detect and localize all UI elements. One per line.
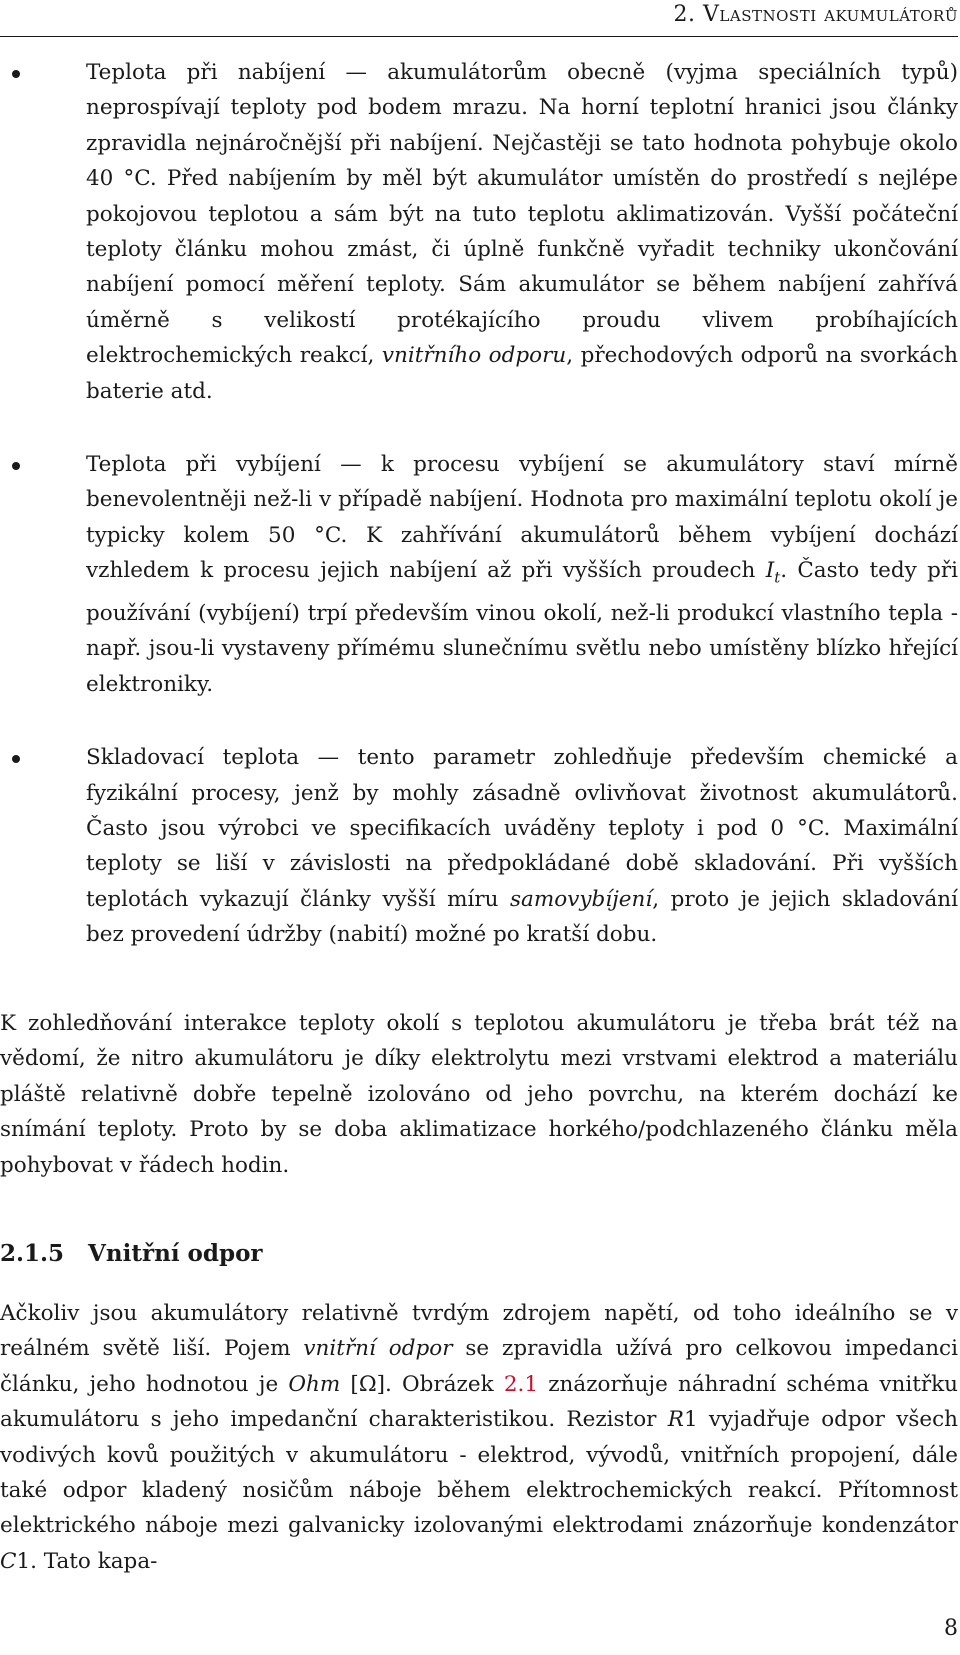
text-run: 1. Tato kapa- xyxy=(16,1548,158,1574)
bullet-text xyxy=(86,447,958,702)
section-heading xyxy=(0,1240,263,1267)
header-rule xyxy=(0,36,958,37)
text-run: Ačkoliv jsou akumulátory relativně tvrdým zdrojem napětí, od toho ideálního se v reálném světě liší. Pojem xyxy=(0,1301,958,1362)
italic-term: t xyxy=(774,568,781,587)
text-run: . Často tedy při používání (vybíjení) trpí především vinou okolí, než-li produkcí vlastního tepla - např. jsou-li vystaveny přímému slunečnímu světlu nebo umístěny blízko hřející elektroniky. xyxy=(86,558,958,697)
italic-term: vnitřní odpor xyxy=(303,1336,453,1362)
italic-term: I xyxy=(765,558,775,584)
running-header xyxy=(0,2,958,27)
italic-term: C xyxy=(0,1548,17,1574)
page-number: 8 xyxy=(944,1616,958,1641)
bullet-text xyxy=(86,55,958,409)
text-run: , proto je jejich skladování bez provedení údržby (nabití) možné po kratší dobu. xyxy=(86,886,958,948)
text-run: znázorňuje náhradní schéma vnitřku akumulátoru s jeho impedanční charakteristikou. Rezistor xyxy=(0,1371,958,1433)
paragraph-acclimatization: K zohledňování interakce teploty okolí s teplotou akumulátoru je třeba brát též na vědomí, že nitro akumulátoru je díky elektrolytu mezi vrstvami elektrod a materiálu pláště relativně dobře tepelně izolováno od jeho povrchu, na kterém dochází ke snímání teploty. Proto by se doba aklimatizace horkého/podchlazeného článku měla pohybovat v řádech hodin. xyxy=(0,1011,958,1178)
text-run: se zpravidla užívá pro celkovou impedanci článku, jeho hodnotou je xyxy=(0,1336,958,1397)
text-run: 1 vyjadřuje odpor všech vodivých kovů použitých v akumulátoru - elektrod, vývodů, vnitřních propojení, dále také odpor kladený nosičům náboje během elektrochemických reakcí. Přítomnost elektrického náboje mezi galvanicky izolovanými elektrodami znázorňuje kondenzátor xyxy=(0,1407,958,1539)
bullet-item-charging-temperature xyxy=(0,55,958,409)
bullet-icon xyxy=(12,755,20,763)
bullet-icon xyxy=(12,70,20,78)
bullet-list xyxy=(0,55,958,991)
bullet-item-discharging-temperature xyxy=(0,447,958,702)
text-run: Teplota při vybíjení — k procesu vybíjení se akumulátory staví mírně benevolentněji než-li v případě nabíjení. Hodnota pro maximální teplotu okolí je typicky kolem 50 °C. K zahřívání akumulátorů během vybíjení dochází vzhledem k procesu jejich nabíjení až při vyšších proudech xyxy=(86,452,958,584)
chapter-title: Vlastnosti akumulátorů xyxy=(703,2,958,27)
italic-term: samovybíjení xyxy=(510,886,653,912)
italic-term: R xyxy=(667,1407,684,1433)
text-run: , přechodových odporů na svorkách baterie atd. xyxy=(86,343,958,404)
figure-ref-link[interactable]: 2.1 xyxy=(503,1371,539,1397)
text-run: Skladovací teplota — tento parametr zohledňuje především chemické a fyzikální procesy, jenž by mohly zásadně ovlivňovat životnost akumulátorů. Často jsou výrobci ve specifikacích uváděny teploty i pod 0 °C. Maximální teploty se liší v závislosti na předpokládané době skladování. Při vyšších teplotách vykazují články vyšší míru xyxy=(86,745,958,912)
italic-term: vnitřního odporu xyxy=(381,343,567,369)
text-run: [Ω]. Obrázek xyxy=(340,1371,504,1397)
bullet-text xyxy=(86,740,958,952)
bullet-icon xyxy=(12,462,20,470)
bullet-item-storage-temperature xyxy=(0,740,958,952)
text-run: Teplota při nabíjení — akumulátorům obecně (vyjma speciálních typů) neprospívají teploty pod bodem mrazu. Na horní teplotní hranici jsou články zpravidla nejnáročnější při nabíjení. Nejčastěji se tato hodnota pohybuje okolo 40 °C. Před nabíjením by měl být akumulátor umístěn do prostředí s nejlépe pokojovou teplotou a sám být na tuto teplotu aklimatizován. Vyšší počáteční teploty článku mohou zmást, či úplně funkčně vyřadit techniky ukončování nabíjení pomocí měření teploty. Sám akumulátor se během nabíjení zahřívá úměrně s velikostí protékajícího proudu vlivem probíhajících elektrochemických reakcí, xyxy=(86,60,958,369)
italic-term: Ohm xyxy=(288,1371,341,1397)
section-title: Vnitřní odpor xyxy=(88,1240,263,1267)
section-number: 2.1.5 xyxy=(0,1240,65,1267)
chapter-number: 2. xyxy=(673,2,696,27)
paragraph-internal-resistance xyxy=(0,1296,958,1579)
